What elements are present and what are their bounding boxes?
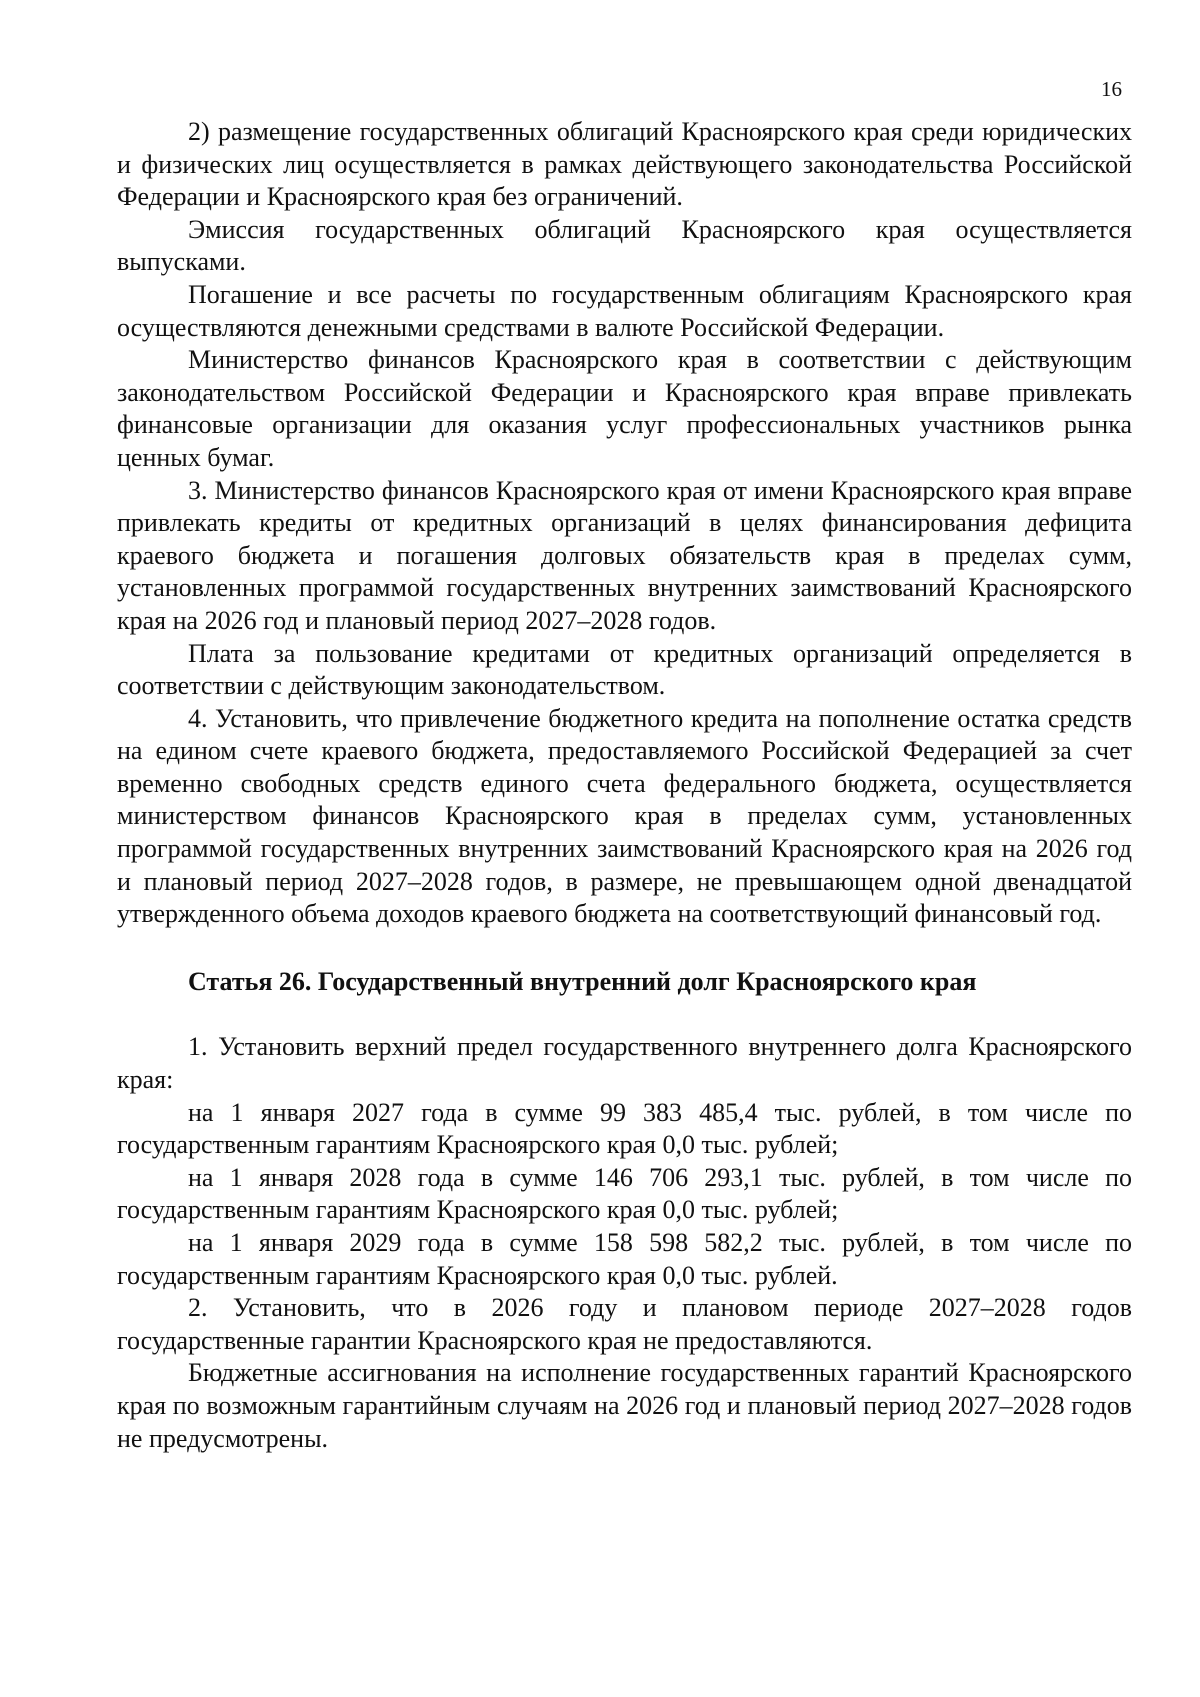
- paragraph-bond-redemption: Погашение и все расчеты по государственным облигациям Красноярского края осуществляются денежными средствами в валюте Российской Федерации.: [117, 279, 1132, 342]
- article-heading: Статья 26. Государственный внутренний долг Красноярского края: [188, 966, 977, 996]
- paragraph-debt-2028: на 1 января 2028 года в сумме 146 706 293,1 тыс. рублей, в том числе по государственным гарантиям Красноярского края 0,0 тыс. рублей;: [117, 1162, 1132, 1225]
- paragraph-item-2-guarantees: 2. Установить, что в 2026 году и плановом периоде 2027–2028 годов государственные гарантии Красноярского края не предоставляются.: [117, 1293, 1132, 1355]
- paragraph-bond-emission: Эмиссия государственных облигаций Красноярского края осуществляется выпусками.: [117, 214, 1132, 277]
- paragraph-debt-2029: на 1 января 2029 года в сумме 158 598 582,2 тыс. рублей, в том числе по государственным гарантиям Красноярского края 0,0 тыс. рублей.: [117, 1228, 1132, 1290]
- paragraph-financial-organizations: Министерство финансов Красноярского края в соответствии с действующим законодательством Российской Федерации и Красноярского края вправе привлекать финансовые организации для оказания услуг профессиональных участников рынка ценных бумаг.: [117, 345, 1132, 472]
- page-number: 16: [1101, 77, 1122, 101]
- paragraph-bond-placement: 2) размещение государственных облигаций Красноярского края среди юридических и физических лиц осуществляется в рамках действующего законодательства Российской Федерации и Красноярского края без ограничений.: [117, 117, 1132, 212]
- paragraph-debt-2027: на 1 января 2027 года в сумме 99 383 485,4 тыс. рублей, в том числе по государственным гарантиям Красноярского края 0,0 тыс. рублей;: [117, 1097, 1132, 1160]
- paragraph-item-4-budget-credit: 4. Установить, что привлечение бюджетного кредита на пополнение остатка средств на едином счете краевого бюджета, предоставляемого Российской Федерацией за счет временно свободных средств единого счета федерального бюджета, осуществляется министерством финансов Красноярского края в пределах сумм, установленных программой государственных внутренних заимствований Красноярского края на 2026 год и плановый период 2027–2028 годов, в размере, не превышающем одной двенадцатой утвержденного объема доходов краевого бюджета на соответствующий финансовый год.: [117, 703, 1132, 929]
- paragraph-guarantee-allocations: Бюджетные ассигнования на исполнение государственных гарантий Красноярского края по возможным гарантийным случаям на 2026 год и плановый период 2027–2028 годов не предусмотрены.: [117, 1358, 1132, 1453]
- paragraph-credit-fee: Плата за пользование кредитами от кредитных организаций определяется в соответствии с действующим законодательством.: [117, 638, 1132, 701]
- document-body: [117, 116, 1132, 1455]
- paragraph-item-1-debt-limit: 1. Установить верхний предел государственного внутреннего долга Красноярского края:: [117, 1032, 1132, 1095]
- paragraph-item-3-credits: 3. Министерство финансов Красноярского края от имени Красноярского края вправе привлекать кредиты от кредитных организаций в целях финансирования дефицита краевого бюджета и погашения долговых обязательств края в пределах сумм, установленных программой государственных внутренних заимствований Красноярского края на 2026 год и плановый период 2027–2028 годов.: [117, 475, 1132, 635]
